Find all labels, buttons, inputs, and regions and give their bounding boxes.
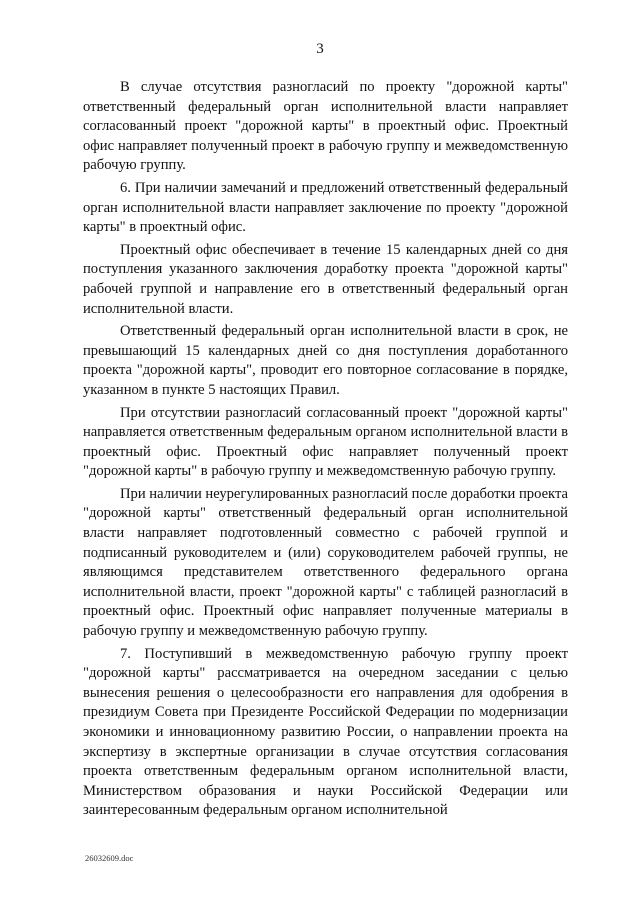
paragraph-repeat-approval: Ответственный федеральный орган исполнительной власти в срок, не превышающий 15 календарных дней со дня поступления доработанного проекта "дорожной карты", проводит его повторное согласование в порядке, указанном в пункте 5 настоящих Правил. (83, 323, 568, 398)
paragraph-item-7: 7. Поступивший в межведомственную рабочую группу проект "дорожной карты" рассматривается на очередном заседании с целью вынесения решения о целесообразности его направления для одобрения в президиум Совета при Президенте Российской Федерации по модернизации экономики и инновационному развитию России, о направлении проекта на экспертизу в экспертные организации в случае отсутствия согласования проекта ответственным федеральным органом исполнительной власти, Министерством образования и науки Российской Федерации или заинтересованным федеральным органом исполнительной (83, 645, 568, 819)
paragraph-project-office-revision: Проектный офис обеспечивает в течение 15 календарных дней со дня поступления указанного заключения доработку проекта "дорожной карты" рабочей группой и направление его в ответственный федеральный орган исполнительной власти. (83, 241, 568, 317)
page-number: 3 (316, 41, 324, 57)
paragraph-approved-roadmap: При отсутствии разногласий согласованный проект "дорожной карты" направляется ответственным федеральным органом исполнительной власти в проектный офис. Проектный офис направляет полученный проект "дорожной карты" в рабочую группу и межведомственную рабочую группу. (83, 404, 568, 480)
paragraph-no-disagreements: В случае отсутствия разногласий по проекту "дорожной карты" ответственный федеральный орган исполнительной власти направляет согласованный проект "дорожной карты" в проектный офис. Проектный офис направляет полученный проект в рабочую группу и межведомственную рабочую группу. (83, 79, 568, 174)
paragraph-item-6: 6. При наличии замечаний и предложений ответственный федеральный орган исполнительной власти направляет заключение по проекту "дорожной карты" в проектный офис. (83, 179, 568, 236)
document-body (83, 78, 568, 821)
paragraph-unresolved-disagreements: При наличии неурегулированных разногласий после доработки проекта "дорожной карты" ответственный федеральный орган исполнительной власти направляет подготовленный совместно с рабочей группой и подписанный руководителем и (или) соруководителем рабочей группы, не являющимся представителем ответственного федерального органа исполнительной власти, проект "дорожной карты" с таблицей разногласий в проектный офис. Проектный офис направляет полученные материалы в рабочую группу и межведомственную рабочую группу. (83, 485, 568, 640)
footer-filename: 26032609.doc (85, 853, 134, 863)
